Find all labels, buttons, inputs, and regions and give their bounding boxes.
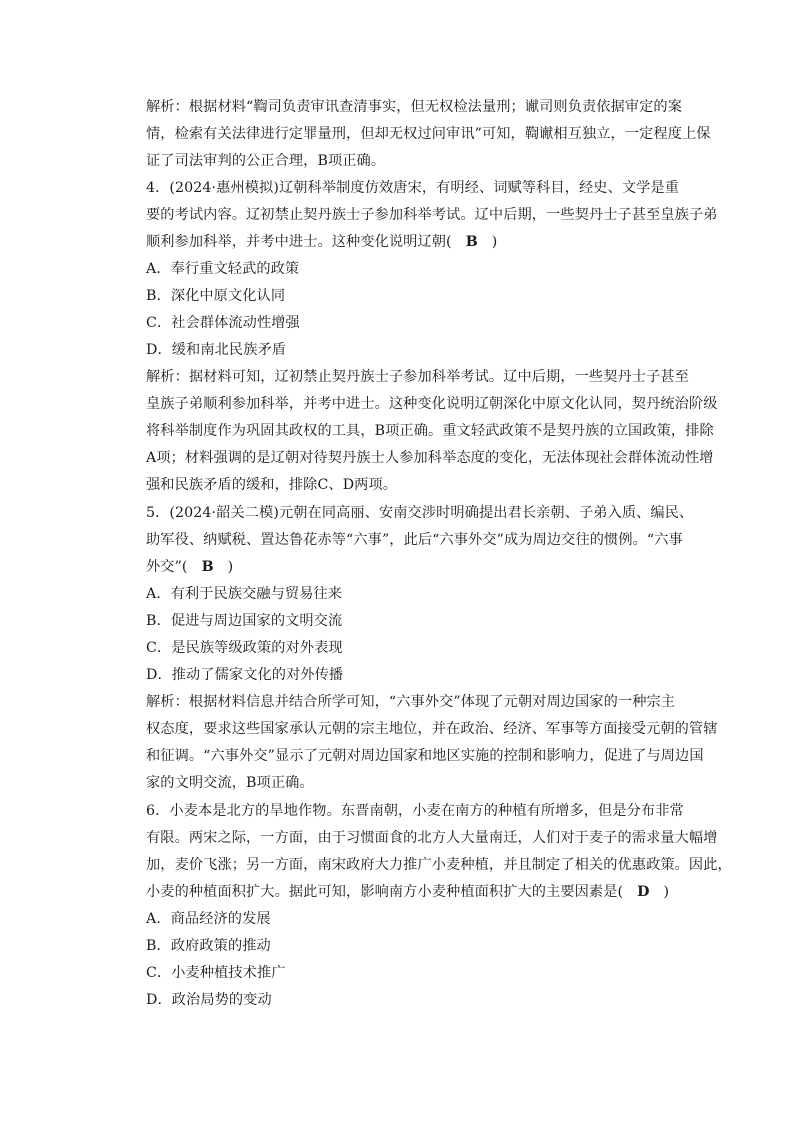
q4-explanation-line-2: 皇族子弟顺利参加科举，并考中进士。这种变化说明辽朝深化中原文化认同，契丹统治阶级 [146, 396, 718, 412]
q6-stem-text: 小麦的种植面积扩大。据此可知，影响南方小麦种植面积扩大的主要因素是( [146, 884, 624, 900]
q5-option-c: C．是民族等级政策的对外表现 [146, 640, 343, 656]
q6-stem-line-2: 有限。两宋之际，一方面，由于习惯面食的北方人大量南迁，人们对于麦子的需求量大幅增 [146, 830, 718, 846]
q6-stem-line-4 [146, 882, 669, 902]
q5-stem-line-3 [146, 557, 233, 577]
q6-answer: D [637, 884, 650, 900]
q4-option-a: A．奉行重文轻武的政策 [146, 261, 300, 277]
q4-option-c: C．社会群体流动性增强 [146, 315, 300, 331]
q5-answer: B [201, 559, 214, 575]
q3-explanation-line-1: 解析：根据材料“鞫司负责审讯查清事实，但无权检法量刑；谳司则负责依据审定的案 [146, 99, 682, 115]
q6-close-paren: ) [663, 884, 670, 900]
q6-option-a: A．商品经济的发展 [146, 911, 271, 927]
q3-explanation-line-3: 证了司法审判的公正合理，B项正确。 [146, 153, 386, 169]
q6-option-b: B．政府政策的推动 [146, 938, 271, 954]
q4-stem-line-3 [146, 232, 497, 252]
q5-close-paren: ) [227, 559, 234, 575]
q4-option-d: D．缓和南北民族矛盾 [146, 342, 287, 358]
q4-explanation-line-4: A项；材料强调的是辽朝对待契丹族士人参加科举态度的变化，无法体现社会群体流动性增 [146, 450, 714, 466]
q6-stem-line-3: 加，麦价飞涨；另一方面，南宋政府大力推广小麦种植，并且制定了相关的优惠政策。因此， [146, 857, 732, 873]
q6-stem-line-1: 6．小麦本是北方的旱地作物。东晋南朝，小麦在南方的种植有所增多，但是分布非常 [146, 803, 684, 819]
q4-close-paren: ) [491, 234, 498, 250]
q5-stem-line-2: 助军役、纳赋税、置达鲁花赤等“六事”，此后“六事外交”成为周边交往的惯例。“六事 [146, 532, 683, 548]
q5-explanation-line-4: 家的文明交流，B项正确。 [146, 775, 314, 791]
q4-explanation-line-1: 解析：据材料可知，辽初禁止契丹族士子参加科举考试。辽中后期，一些契丹士子甚至 [146, 369, 689, 385]
q5-option-d: D．推动了儒家文化的对外传播 [146, 667, 344, 683]
q4-explanation-line-5: 强和民族矛盾的缓和，排除C、D两项。 [146, 477, 398, 493]
q4-explanation-line-3: 将科举制度作为巩固其政权的工具，B项正确。重文轻武政策不是契丹族的立国政策，排除 [146, 423, 714, 439]
q5-option-a: A．有利于民族交融与贸易往来 [146, 586, 343, 602]
q4-answer: B [465, 234, 478, 250]
q5-explanation-line-1: 解析：根据材料信息并结合所学可知，“六事外交”体现了元朝对周边国家的一种宗主 [146, 694, 676, 710]
q5-explanation-line-3: 和征调。“六事外交”显示了元朝对周边国家和地区实施的控制和影响力，促进了与周边国 [146, 748, 704, 764]
q6-option-d: D．政治局势的变动 [146, 992, 272, 1008]
q5-stem-text: 外交”( [146, 559, 188, 575]
q4-stem-text: 顺利参加科举，并考中进士。这种变化说明辽朝( [146, 234, 452, 250]
q6-option-c: C．小麦种植技术推广 [146, 965, 286, 981]
q5-stem-line-1: 5．(2024·韶关二模)元朝在同高丽、安南交涉时明确提出君长亲朝、子弟入质、编民、 [146, 505, 694, 521]
q5-option-b: B．促进与周边国家的文明交流 [146, 613, 343, 629]
q3-explanation-line-2: 情，检索有关法律进行定罪量刑，但却无权过问审讯”可知，鞫谳相互独立，一定程度上保 [146, 126, 711, 142]
q4-stem-line-2: 要的考试内容。辽初禁止契丹族士子参加科举考试。辽中后期，一些契丹士子甚至皇族子弟 [146, 207, 718, 223]
q4-option-b: B．深化中原文化认同 [146, 288, 286, 304]
q4-stem-line-1: 4．(2024·惠州模拟)辽朝科举制度仿效唐宋，有明经、词赋等科目，经史、文学是重 [146, 180, 680, 196]
q5-explanation-line-2: 权态度，要求这些国家承认元朝的宗主地位，并在政治、经济、军事等方面接受元朝的管辖 [146, 721, 718, 737]
